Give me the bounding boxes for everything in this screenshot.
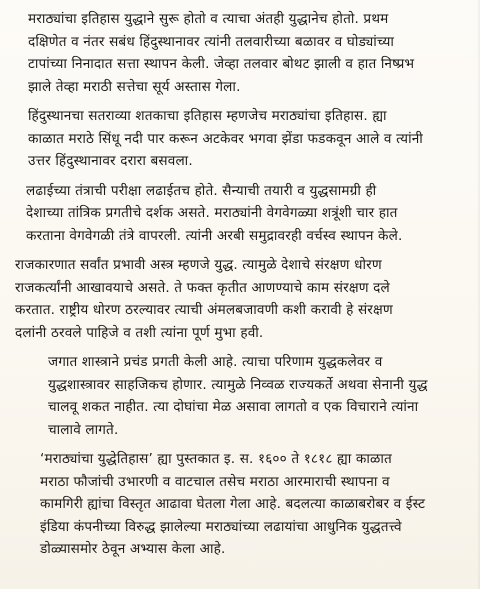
paragraph-3: लढाईच्या तंत्राची परीक्षा लढाईतच होते. सैन्याची तयारी व युद्धसामग्री ही देशाच्या तांत्रिक प्रगतीचे दर्शक असते. मराठ्यांनी वेगवेगळ्या शत्रूंशी चार हात करताना वेगवेगळी तंत्रे वापरली. त्यांनी अरबी समुद्रावरही वर्चस्व स्थापन केले. (26, 182, 403, 244)
paragraph-5: जगात शास्त्राने प्रचंड प्रगती केली आहे. त्याचा परिणाम युद्धकलेवर व युद्धशास्त्रावर साहजिकच होणार. त्यामुळे निव्वळ राज्यकर्ते अथवा सेनानी युद्ध चालवू शकत नाहीत. त्या दोघांचा मेळ असावा लागतो व एक विचाराने त्यांना चालावे लागते. (48, 354, 428, 438)
paragraph-2: हिंदुस्थानचा सतराव्या शतकाचा इतिहास म्हणजेच मराठ्यांचा इतिहास. ह्या काळात मराठे सिंधू नदी पार करून अटकेवर भगवा झेंडा फडकवून आले व त्यांनी उत्तर हिंदुस्थानावर दरारा बसवला. (28, 108, 423, 169)
paragraph-1: मराठ्यांचा इतिहास युद्धाने सुरू होतो व त्याचा अंतही युद्धानेच होतो. प्रथम दक्षिणेत व नंतर सबंध हिंदुस्थानावर त्यांनी तलवारीच्या बळावर व घोड्यांच्या टापांच्या निनादात सत्ता स्थापन केली. जेव्हा तलवार बोथट झाली व हात निष्प्रभ झाले तेव्हा मराठी सत्तेचा सूर्य अस्तास गेला. (28, 11, 415, 95)
paragraph-4: राजकारणात सर्वांत प्रभावी अस्त्र म्हणजे युद्ध. त्यामुळे देशाचे संरक्षण धोरण राजकर्त्यांनी आखावयाचे असते. ते फक्त कृतीत आणण्याचे काम संरक्षण दले करतात. राष्ट्रीय धोरण ठरल्यावर त्याची अंमलबजावणी कशी करावी हे संरक्षण दलांनी ठरवले पाहिजे व तशी त्यांना पूर्ण मुभा हवी. (15, 257, 393, 341)
paragraph-6: ‘मराठ्यांचा युद्धेतिहास’ ह्या पुस्तकात इ. स. १६०० ते १८१८ ह्या काळात मराठा फौजांची उभारणी व वाटचाल तसेच मराठा आरमाराची स्थापना व कामगिरी ह्यांचा विस्तृत आढावा घेतला गेला आहे. बदलत्या काळाबरोबर व ईस्ट इंडिया कंपनीच्या विरुद्ध झालेल्या मराठ्यांच्या लढायांचा आधुनिक युद्धतत्त्वे डोळ्यासमोर ठेवून अभ्यास केला आहे. (40, 451, 426, 557)
